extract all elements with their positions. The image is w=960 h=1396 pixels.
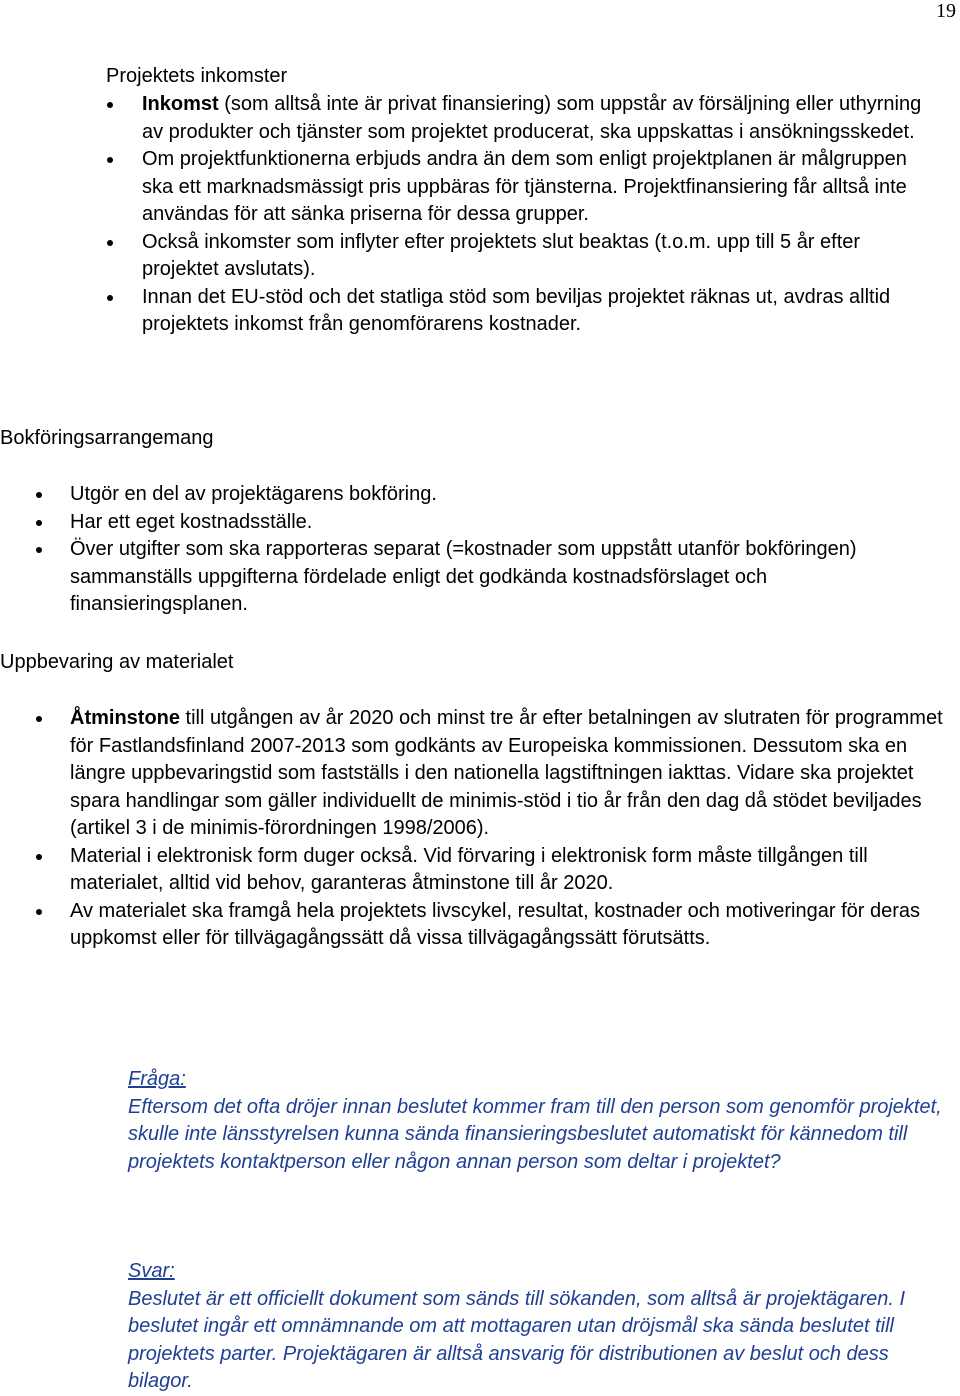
bullet-icon (36, 547, 42, 553)
income-bullet-list (142, 91, 942, 339)
bullet-icon (107, 102, 113, 108)
bullet-icon (107, 240, 113, 246)
question-label: Fråga: (128, 1068, 186, 1090)
bullet-icon (36, 520, 42, 526)
bullet-icon (36, 492, 42, 498)
list-item: Har ett eget kostnadsställe. (70, 509, 950, 537)
bullet-icon (36, 716, 42, 722)
list-item: Åtminstone till utgången av år 2020 och minst tre år efter betalningen av slutraten för programmet för Fastlandsfinland 2007-2013 som godkänts av Europeiska kommissionen. Dessutom ska en längre uppbevaringstid som fastställs i den nationella lagstiftningen iakttas. Vidare ska projektet spara handlingar som gäller individuellt de minimis-stöd i tio år från den dag då stödet beviljades (artikel 3 i de minimis-förordningen 1998/2006). (70, 705, 960, 843)
section-heading-income: Projektets inkomster (106, 65, 288, 87)
bullet-icon (36, 854, 42, 860)
list-item: Om projektfunktionerna erbjuds andra än dem som enligt projektplanen är målgruppen ska ett marknadsmässigt pris uppbäras för tjänsterna. Projektfinansiering får alltså inte användas för att sänka priserna för dessa grupper. (142, 146, 942, 229)
list-item: Av materialet ska framgå hela projektets livscykel, resultat, kostnader och motiveringar för deras uppkomst eller för tillvägagångssätt då vissa tillvägagångssätt förutsätts. (70, 898, 960, 953)
bookkeeping-bullet-list (70, 481, 950, 619)
bullet-icon (107, 157, 113, 163)
bullet-icon (36, 909, 42, 915)
list-item: Material i elektronisk form duger också. Vid förvaring i elektronisk form måste tillgången till materialet, alltid vid behov, garanteras åtminstone till år 2020. (70, 843, 960, 898)
qa-answer (128, 1258, 958, 1396)
list-item: Också inkomster som inflyter efter projektets slut beaktas (t.o.m. upp till 5 år efter projektet avslutats). (142, 229, 942, 284)
answer-label: Svar: (128, 1260, 175, 1282)
qa-question (128, 1066, 958, 1176)
storage-bullet-list (70, 705, 960, 953)
list-item: Över utgifter som ska rapporteras separat (=kostnader som uppstått utanför bokföringen) sammanställs uppgifterna fördelade enligt det godkända kostnadsförslaget och finansieringsplanen. (70, 536, 950, 619)
list-item: Utgör en del av projektägarens bokföring. (70, 481, 950, 509)
bullet-icon (107, 295, 113, 301)
list-item: Inkomst (som alltså inte är privat finansiering) som uppstår av försäljning eller uthyrning av produkter och tjänster som projektet producerat, ska uppskattas i ansökningsskedet. (142, 91, 942, 146)
answer-text: Beslutet är ett officiellt dokument som sänds till sökanden, som alltså är projektägaren. I beslutet ingår ett omnämnande om att mottagaren utan dröjsmål ska sända beslutet till projektets parter. Projektägaren är alltså ansvarig för distributionen av beslut och dess bilagor. (128, 1287, 906, 1392)
section-heading-bookkeeping: Bokföringsarrangemang (0, 427, 214, 449)
page-number: 19 (936, 0, 956, 22)
question-text: Eftersom det ofta dröjer innan beslutet kommer fram till den person som genomför projektet, skulle inte länsstyrelsen kunna sända finansieringsbeslutet automatiskt för kännedom till projektets kontaktperson eller någon annan person som deltar i projektet? (128, 1095, 942, 1173)
list-item: Innan det EU-stöd och det statliga stöd som beviljas projektet räknas ut, avdras alltid projektets inkomst från genomförarens kostnader. (142, 284, 942, 339)
section-heading-storage: Uppbevaring av materialet (0, 651, 234, 673)
